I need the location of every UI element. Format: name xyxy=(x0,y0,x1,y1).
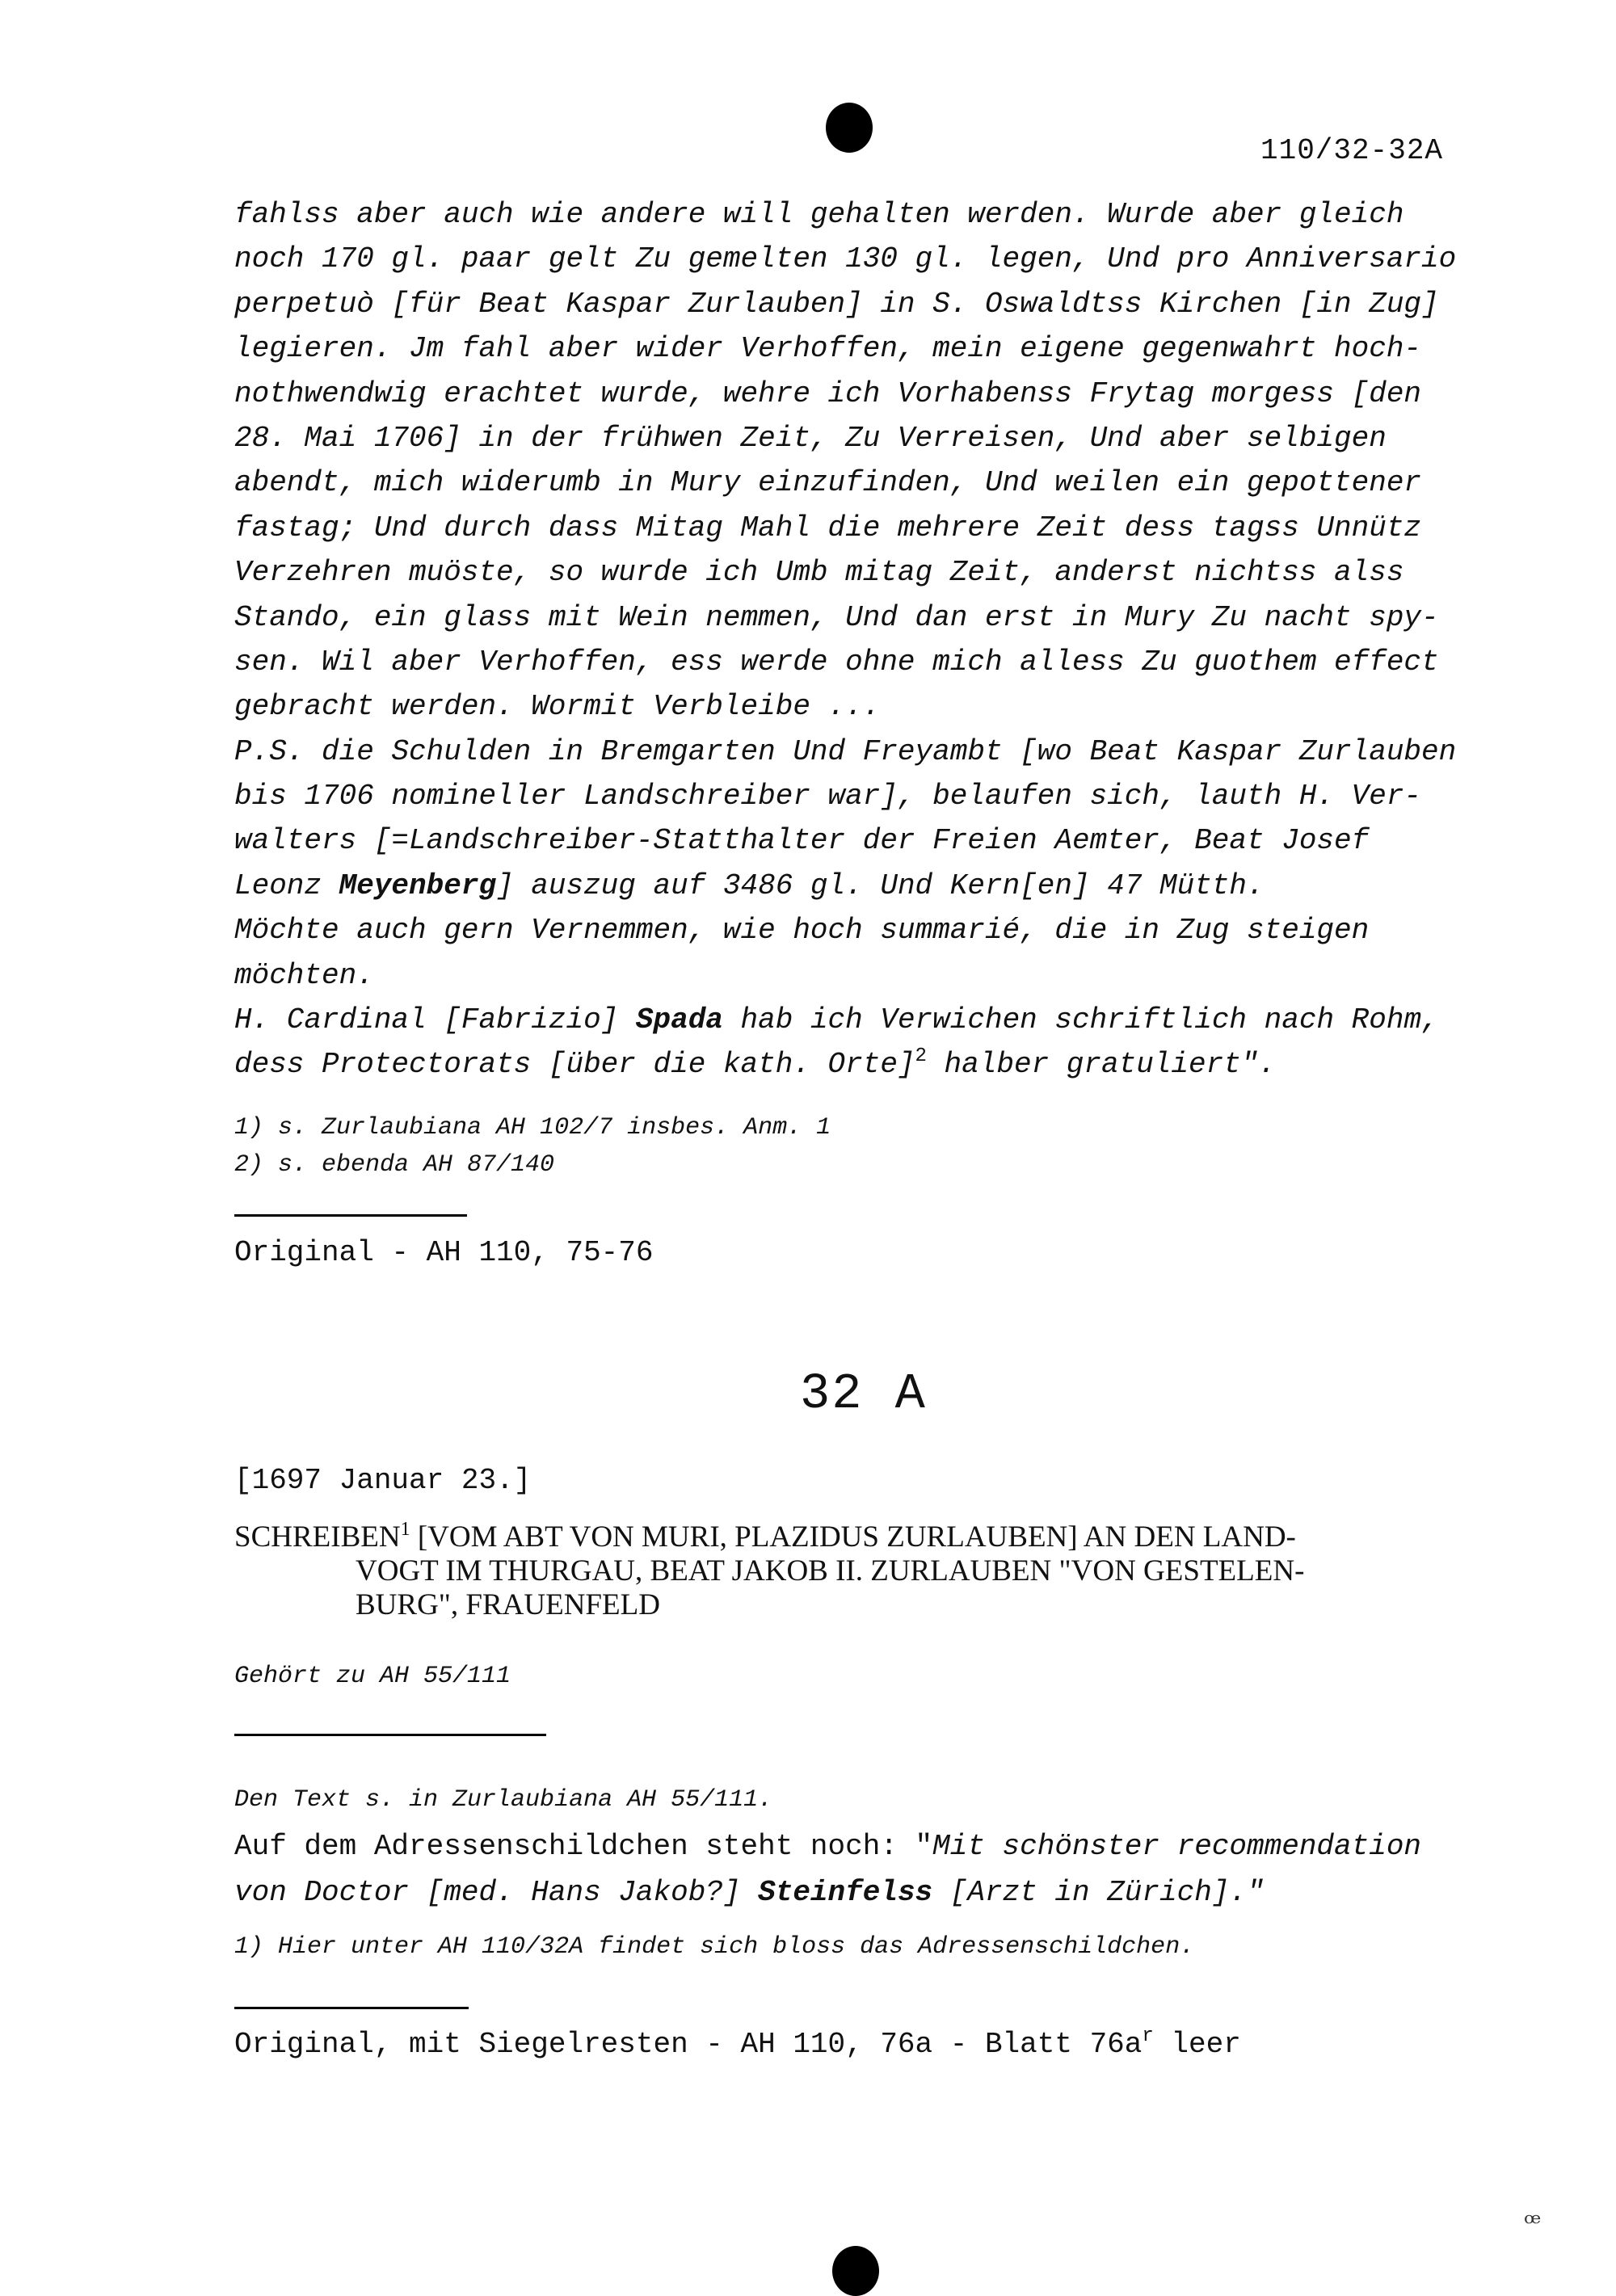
text-run: hab ich Verwichen schriftlich nach Rohm, xyxy=(722,1003,1439,1037)
title-line xyxy=(234,1520,1495,1554)
body-line: fastag; Und durch dass Mitag Mahl die mehrere Zeit dess tagss Unnütz xyxy=(234,511,1422,545)
corner-mark: ꟹ xyxy=(1524,2209,1542,2239)
body-line: sen. Wil aber Verhoffen, ess werde ohne mich alless Zu guothem effect xyxy=(234,645,1439,679)
body-line xyxy=(234,998,1479,1042)
footnotes xyxy=(234,1109,831,1184)
body-line: legieren. Jm fahl aber wider Verhoffen, mein eigene gegenwahrt hoch- xyxy=(234,332,1422,366)
text-run: H. Cardinal [Fabrizio] xyxy=(234,1003,636,1037)
body-line: gebracht werden. Wormit Verbleibe ... xyxy=(234,690,881,724)
body-line: Verzehren muöste, so wurde ich Umb mitag Zeit, anderst nichtss alss xyxy=(234,556,1404,590)
original-source xyxy=(234,2025,1241,2061)
body-line: perpetuò [für Beat Kaspar Zurlauben] in S. Oswaldtss Kirchen [in Zug] xyxy=(234,287,1439,321)
text-run: [Arzt in Zürich]." xyxy=(932,1876,1265,1909)
document-date: [1697 Januar 23.] xyxy=(234,1464,532,1497)
text-line xyxy=(234,1869,1421,1915)
footnote: 1) Hier unter AH 110/32A findet sich bloss das Adressenschildchen. xyxy=(234,1933,1195,1961)
divider xyxy=(234,1734,546,1736)
text-run: Auf dem Adressenschildchen steht noch: " xyxy=(234,1830,933,1863)
body-line: bis 1706 nomineller Landschreiber war], belaufen sich, lauth H. Ver- xyxy=(234,780,1422,814)
title-line: VOGT IM THURGAU, BEAT JAKOB II. ZURLAUBEN "VON GESTELEN- xyxy=(356,1554,1305,1587)
note-text xyxy=(234,1777,1421,1915)
reference-note: Gehört zu AH 55/111 xyxy=(234,1663,511,1690)
text-run: halber gratuliert". xyxy=(926,1048,1277,1082)
title-line: BURG", FRAUENFELD xyxy=(356,1588,660,1621)
body-line: P.S. die Schulden in Bremgarten Und Freyambt [wo Beat Kaspar Zurlauben xyxy=(234,734,1457,768)
quoted-text: Mit schönster recommendation xyxy=(932,1830,1422,1863)
body-line: noch 170 gl. paar gelt Zu gemelten 130 gl. legen, Und pro Anniversario xyxy=(234,242,1457,276)
punch-hole-bottom xyxy=(832,2246,879,2296)
body-line xyxy=(234,864,1479,908)
text-run: ] auszug auf 3486 gl. Und Kern[en] 47 Mütth. xyxy=(496,868,1265,902)
footnote-ref: 1 xyxy=(400,1519,410,1540)
body-line: möchten. xyxy=(234,958,374,992)
text-run: SCHREIBEN xyxy=(234,1520,401,1554)
body-line: Stando, ein glass mit Wein nemmen, Und dan erst in Mury Zu nacht spy- xyxy=(234,600,1439,634)
section-heading: 32 A xyxy=(800,1365,927,1423)
body-line: walters [=Landschreiber-Statthalter der Freien Aemter, Beat Josef xyxy=(234,824,1370,858)
letter-body xyxy=(234,192,1479,1087)
footnote: 2) s. ebenda AH 87/140 xyxy=(234,1151,555,1179)
body-line: Möchte auch gern Vernemmen, wie hoch summarié, die in Zug steigen xyxy=(234,914,1370,948)
page-number: 110/32-32A xyxy=(1260,134,1444,167)
superscript: r xyxy=(1142,2025,1154,2047)
text-run: dess Protectorats [über die kath. Orte] xyxy=(234,1048,915,1082)
footnote: 1) s. Zurlaubiana AH 102/7 insbes. Anm. 1 xyxy=(234,1114,831,1142)
text-run: Leonz xyxy=(234,868,339,902)
body-line: 28. Mai 1706] in der frühwen Zeit, Zu Verreisen, Und aber selbigen xyxy=(234,421,1387,455)
divider xyxy=(234,1214,467,1217)
body-line: fahlss aber auch wie andere will gehalten werden. Wurde aber gleich xyxy=(234,198,1404,231)
name-spada: Spada xyxy=(635,1003,723,1037)
text-run: von Doctor [med. Hans Jakob?] xyxy=(234,1876,759,1909)
text-run: Original, mit Siegelresten - AH 110, 76a - Blatt 76a xyxy=(234,2028,1143,2061)
name-meyenberg: Meyenberg xyxy=(339,868,497,902)
text-run: leer xyxy=(1153,2028,1241,2061)
text-line xyxy=(234,1823,1421,1869)
name-steinfelss: Steinfelss xyxy=(758,1876,933,1909)
punch-hole-top xyxy=(826,103,873,153)
body-line: abendt, mich widerumb in Mury einzufinden, Und weilen ein gepottener xyxy=(234,466,1422,500)
body-line xyxy=(234,1042,1479,1087)
original-source: Original - AH 110, 75-76 xyxy=(234,1236,654,1269)
text-line: Den Text s. in Zurlaubiana AH 55/111. xyxy=(234,1786,773,1814)
divider xyxy=(234,2007,469,2009)
footnote-ref: 2 xyxy=(915,1045,927,1068)
body-line: nothwendwig erachtet wurde, wehre ich Vorhabenss Frytag morgess [den xyxy=(234,376,1422,410)
document-title xyxy=(234,1520,1495,1622)
text-run: [VOM ABT VON MURI, PLAZIDUS ZURLAUBEN] AN DEN LAND- xyxy=(410,1520,1296,1554)
